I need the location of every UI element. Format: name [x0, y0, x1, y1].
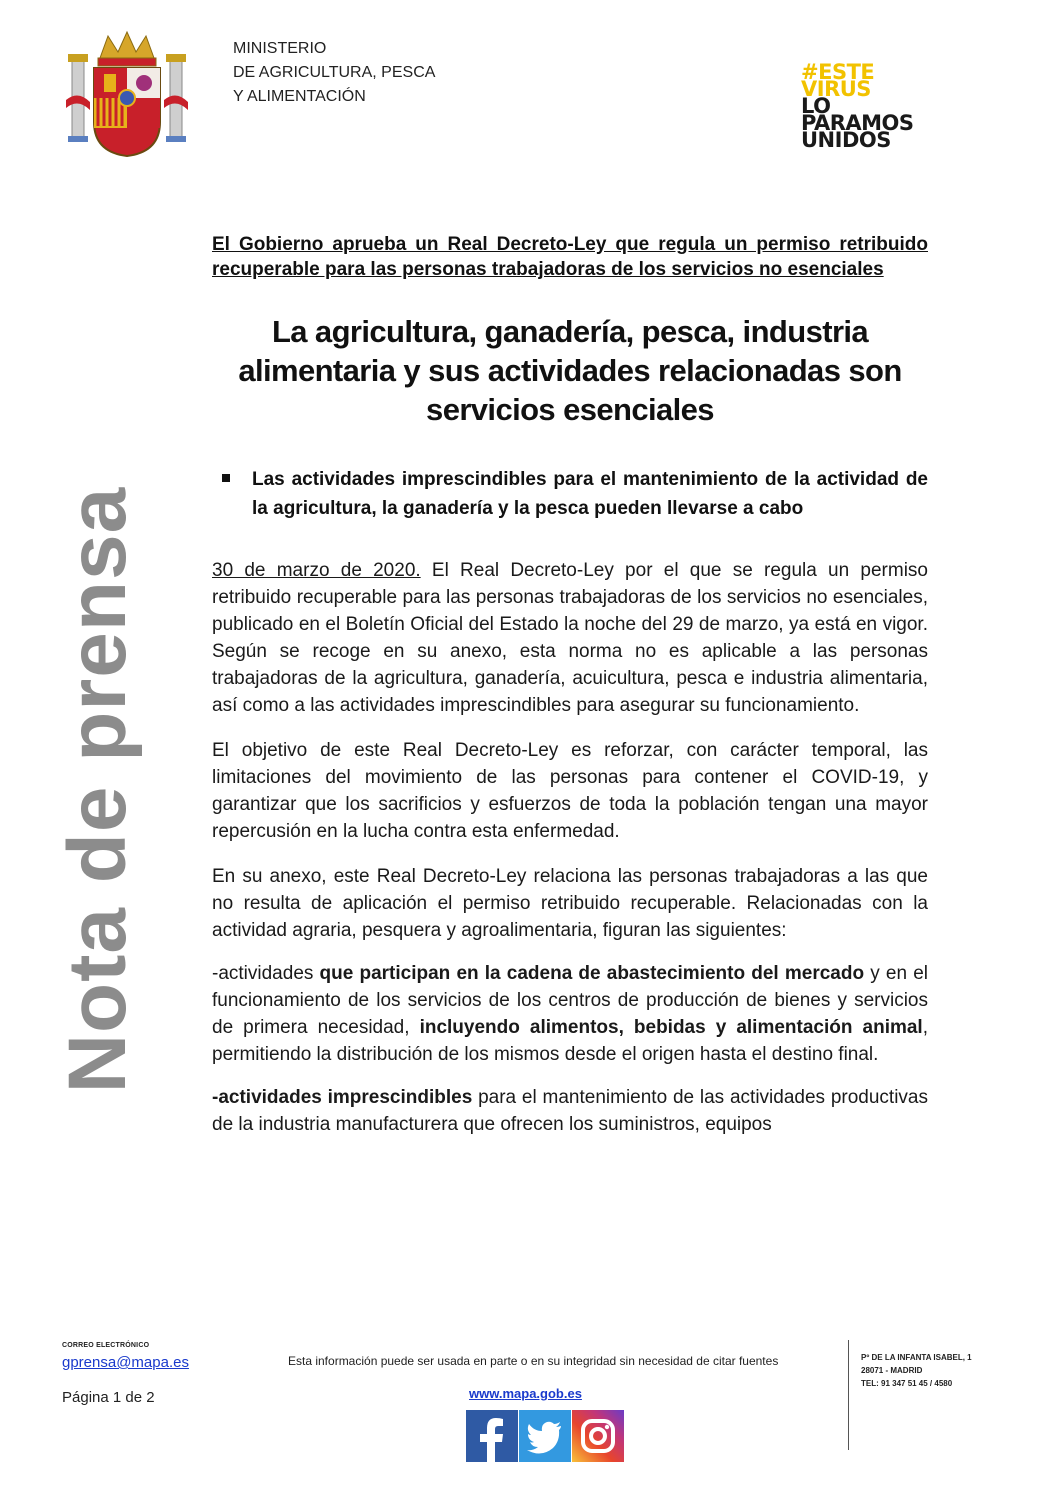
text-run: y en el funcionamiento de los servicios de los centros de producción de bienes y servicios de primera necesidad, [212, 963, 928, 1038]
supra-headline: El Gobierno aprueba un Real Decreto-Ley que regula un permiso retribuido recuperable para las personas trabajadoras de los servicios no esenciales [212, 234, 928, 280]
headline: La agricultura, ganadería, pesca, industria alimentaria y sus actividades relacionadas son servicios esenciales [238, 314, 902, 427]
text-run: -actividades [212, 963, 320, 984]
instagram-icon[interactable] [572, 1410, 624, 1462]
article-body [212, 232, 928, 1138]
ministry-line: Y ALIMENTACIÓN [233, 88, 366, 105]
bullet-item [212, 465, 928, 523]
page-number: Página 1 de 2 [62, 1389, 155, 1406]
email-link[interactable]: gprensa@mapa.es [62, 1354, 189, 1371]
text-run: , permitiendo la distribución de los mismos desde el origen hasta el destino final. [212, 1017, 928, 1065]
ministry-line: DE AGRICULTURA, PESCA [233, 64, 436, 81]
email-label: CORREO ELECTRÓNICO [62, 1342, 150, 1349]
address-line: TEL: 91 347 51 45 / 4580 [861, 1379, 953, 1388]
campaign-line: LO [801, 94, 831, 118]
paragraph-2: El objetivo de este Real Decreto-Ley es reforzar, con carácter temporal, las limitaciones del movimiento de las personas para contener el COVID-19, y garantizar que los sacrificios y esfuerzos de toda la población tengan una mayor repercusión en la lucha contra esta enfermedad. [212, 740, 928, 842]
address-line: 28071 - MADRID [861, 1366, 923, 1375]
facebook-icon[interactable] [466, 1410, 518, 1462]
campaign-line: PARAMOS [801, 111, 914, 135]
paragraph-5 [212, 1084, 928, 1138]
text-run-bold: -actividades imprescindibles [212, 1087, 473, 1108]
campaign-line: VIRUS [801, 77, 871, 101]
side-title [51, 487, 145, 1093]
bullet-square-icon [222, 474, 230, 482]
ministry-line: MINISTERIO [233, 40, 327, 57]
twitter-icon[interactable] [519, 1410, 571, 1462]
paragraph-3: En su anexo, este Real Decreto-Ley relaciona las personas trabajadoras a las que no resulta de aplicación el permiso retribuido recuperable. Relacionadas con la actividad agraria, pesquera y agroalimentaria, figuran las siguientes: [212, 866, 928, 941]
website-link[interactable]: www.mapa.gob.es [469, 1386, 582, 1401]
paragraph-text: El Real Decreto-Ley por el que se regula un permiso retribuido recuperable para las personas trabajadoras de los servicios no esenciales, publicado en el Boletín Oficial del Estado la noche del 29 de marzo, ya está en vigor. Según se recoge en su anexo, esta norma no es aplicable a las personas trabajadoras de la agricultura, ganadería, acuicultura, pesca e industria alimentaria, así como a las actividades imprescindibles para asegurar su funcionamiento. [212, 560, 928, 716]
footer-divider [848, 1340, 849, 1450]
bullet-text: Las actividades imprescindibles para el mantenimiento de la actividad de la agricultura, la ganadería y la pesca pueden llevarse a cabo [252, 469, 928, 519]
date: 30 de marzo de 2020. [212, 560, 421, 581]
address-line: Pº DE LA INFANTA ISABEL, 1 [861, 1353, 972, 1362]
ministry-name [233, 37, 435, 109]
address-block [861, 1351, 972, 1390]
paragraph-4 [212, 960, 928, 1068]
usage-note: Esta información puede ser usada en parte o en su integridad sin necesidad de citar fuentes [288, 1354, 779, 1368]
campaign-logo [801, 60, 951, 152]
text-run-bold: que participan en la cadena de abastecimiento del mercado [319, 963, 865, 984]
campaign-line: #ESTE [801, 60, 875, 84]
text-run: para el mantenimiento de las actividades productivas de la industria manufacturera que ofrecen los suministros, equipos [212, 1087, 929, 1135]
paragraph-1 [212, 557, 928, 719]
coat-of-arms-icon [62, 30, 192, 160]
side-title-text: Nota de prensa [52, 486, 143, 1094]
campaign-line: UNIDOS [801, 128, 891, 152]
text-run-bold: incluyendo alimentos, bebidas y alimentación animal [419, 1017, 923, 1038]
